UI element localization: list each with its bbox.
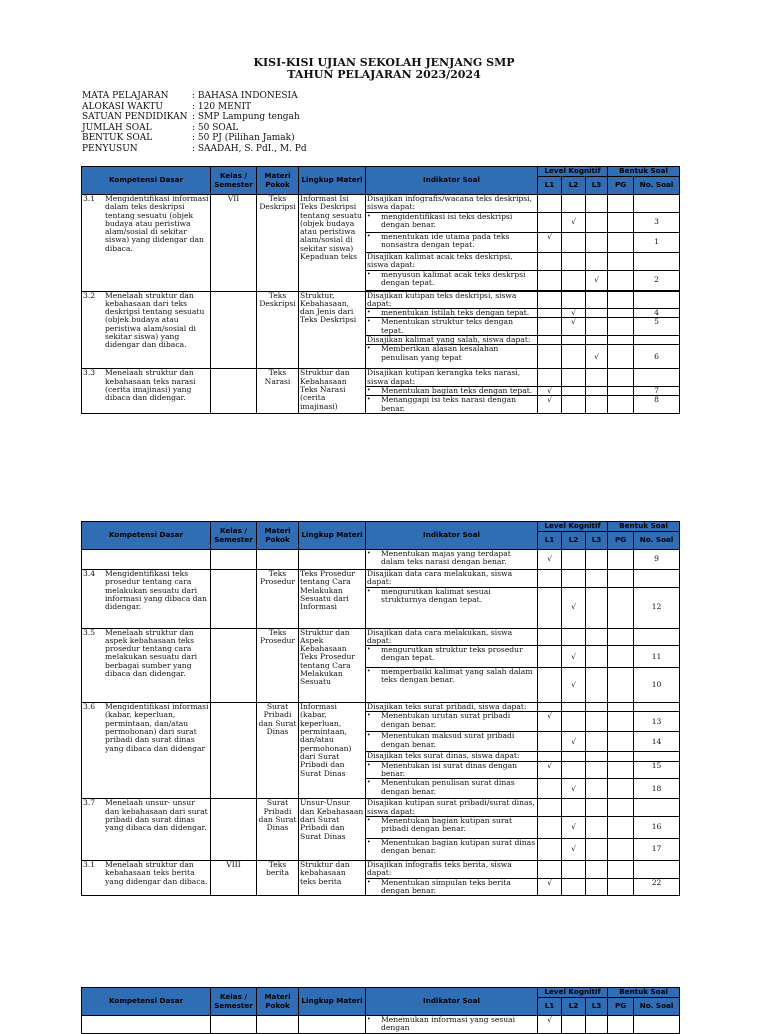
level-check: √	[562, 646, 586, 668]
meta-row	[82, 112, 307, 123]
level-check: √	[562, 779, 586, 799]
meta-value: : 50 PJ (Pilihan Jamak)	[192, 133, 295, 144]
kisi-table-1	[81, 166, 680, 414]
table-row	[82, 628, 680, 646]
col-bentuk-soal: Bentuk Soal	[608, 167, 680, 177]
col-level-kognitif: Level Kognitif	[538, 167, 608, 177]
level-check: √	[562, 732, 586, 752]
meta-value: : 50 SOAL	[192, 122, 239, 133]
indikator-item: • Menentukan urutan surat pribadi dengan benar.	[366, 712, 538, 732]
indikator-item: • Menentukan bagian kutipan surat pribadi dengan benar.	[366, 816, 538, 838]
no-soal: 12	[634, 587, 680, 628]
indikator-stem: Disajikan infografis/wacana teks deskripsi, siswa dapat:	[366, 195, 538, 213]
no-soal: 5	[634, 318, 680, 336]
col-l1: L1	[538, 177, 562, 195]
no-soal: 11	[634, 646, 680, 668]
indikator-item: • menentukan istilah teks dengan tepat.	[366, 309, 538, 318]
lingkup-cell: Unsur-Unsur dan Kebahasaan dari Surat Pribadi dan Surat Dinas	[299, 799, 366, 861]
table-row	[82, 195, 680, 213]
col-no-soal: No. Soal	[634, 177, 680, 195]
col-l3: L3	[586, 177, 608, 195]
col-materi-pokok: Materi Pokok	[257, 167, 299, 195]
materi-cell: Teks Prosedur	[257, 628, 299, 703]
materi-cell: Teks Prosedur	[257, 570, 299, 629]
table-row	[82, 570, 680, 588]
indikator-item: • mengurutkan kalimat sesuai strukturnya dengan tepat.	[366, 587, 538, 628]
col-indikator-soal: Indikator Soal	[366, 988, 538, 1016]
no-soal: 18	[634, 779, 680, 799]
indikator-item: • Menentukan maksud surat pribadi dengan benar.	[366, 732, 538, 752]
col-l1: L1	[538, 998, 562, 1016]
indikator-item: • menentukan ide utama pada teks nonsastra dengan tepat.	[366, 232, 538, 252]
col-pg: PG	[608, 998, 634, 1016]
col-l2: L2	[562, 532, 586, 550]
indikator-item: • Menentukan majas yang terdapat dalam teks narasi dengan benar.	[366, 550, 538, 570]
no-soal: 16	[634, 816, 680, 838]
col-pg: PG	[608, 532, 634, 550]
indikator-stem: Disajikan kutipan kerangka teks narasi, siswa dapat:	[366, 369, 538, 387]
no-soal: 3	[634, 212, 680, 232]
lingkup-cell: Informasi Isi Teks Deskripsi tentang sesuatu (objek budaya atau peristiwa alam/sosial di sekitar siswa) Kepaduan teks	[299, 195, 366, 292]
materi-cell: Teks Deskripsi	[257, 195, 299, 292]
table-row	[82, 291, 680, 309]
col-lingkup-materi: Lingkup Materi	[299, 167, 366, 195]
no-soal: 13	[634, 712, 680, 732]
no-soal: 10	[634, 668, 680, 703]
col-l2: L2	[562, 998, 586, 1016]
col-bentuk-soal: Bentuk Soal	[608, 988, 680, 998]
meta-key: PENYUSUN	[82, 143, 138, 154]
document-meta	[82, 91, 307, 155]
col-kompetensi-dasar: Kompetensi Dasar	[82, 522, 211, 550]
level-check: √	[562, 309, 586, 318]
level-check: √	[538, 232, 562, 252]
no-soal: 15	[634, 761, 680, 779]
no-soal: 2	[634, 270, 680, 290]
document-subtitle: TAHUN PELAJARAN 2023/2024	[287, 68, 481, 81]
col-no-soal: No. Soal	[634, 532, 680, 550]
meta-key: SATUAN PENDIDIKAN	[82, 112, 188, 123]
meta-row	[82, 123, 307, 134]
col-l2: L2	[562, 177, 586, 195]
indikator-stem: Disajikan kutipan surat pribadi/surat dinas, siswa dapat:	[366, 799, 538, 817]
kd-cell: 3.2 Menelaah struktur dan kebahasaan dari teks deskripsi tentang sesuatu (objek budaya atau peristiwa alam/sosial di sekitar siswa) yang didengar dan dibaca.	[82, 291, 211, 369]
materi-cell: Surat Pribadi dan Surat Dinas	[257, 703, 299, 799]
indikator-item: • Menentukan bagian teks dengan tepat.	[366, 386, 538, 395]
materi-cell: Teks Narasi	[257, 369, 299, 413]
meta-row	[82, 144, 307, 155]
meta-value: : SAADAH, S. PdI., M. Pd	[192, 143, 307, 154]
col-kompetensi-dasar: Kompetensi Dasar	[82, 167, 211, 195]
level-check: √	[538, 878, 562, 896]
meta-key: MATA PELAJARAN	[82, 91, 169, 101]
no-soal: 1	[634, 232, 680, 252]
col-materi-pokok: Materi Pokok	[257, 988, 299, 1016]
level-check: √	[538, 712, 562, 732]
col-indikator-soal: Indikator Soal	[366, 167, 538, 195]
kd-cell: 3.3 Menelaah struktur dan kebahasaan teks narasi (cerita imajinasi) yang dibaca dan didengar.	[82, 369, 211, 413]
level-check: √	[538, 386, 562, 395]
no-soal: 22	[634, 878, 680, 896]
kd-cell: 3.6 Mengidentifikasi informasi (kabar, keperluan, permintaan, dan/atau permohonan) dari surat pribadi dan surat dinas yang dibaca dan didengar	[82, 703, 211, 799]
no-soal: 8	[634, 396, 680, 414]
col-level-kognitif: Level Kognitif	[538, 988, 608, 998]
indikator-stem: Disajikan teks surat pribadi, siswa dapat:	[366, 703, 538, 712]
level-check: √	[562, 587, 586, 628]
meta-row	[82, 102, 307, 113]
indikator-stem: Disajikan teks surat dinas, siswa dapat:	[366, 752, 538, 761]
no-soal: 17	[634, 838, 680, 860]
kelas-cell: VII	[211, 195, 257, 292]
col-kelas-semester: Kelas / Semester	[211, 988, 257, 1016]
col-lingkup-materi: Lingkup Materi	[299, 988, 366, 1016]
table-row	[82, 369, 680, 387]
col-lingkup-materi: Lingkup Materi	[299, 522, 366, 550]
kd-cell: 3.4 Mengidentifikasi teks prosedur tentang cara melakukan sesuatu dari informasi yang dibaca dan didengar.	[82, 570, 211, 629]
lingkup-cell: Struktur dan kebahasaan teks berita	[299, 860, 366, 895]
level-check: √	[562, 838, 586, 860]
level-check: √	[586, 270, 608, 290]
kd-cell: 3.1 Mengidentifikasi informasi dalam teks deskripsi tentang sesuatu (objek budaya atau peristiwa alam/sosial di sekitar siswa) yang didengar dan dibaca.	[82, 195, 211, 292]
col-l3: L3	[586, 998, 608, 1016]
lingkup-cell: Struktur dan Kebahasaan Teks Narasi (cerita imajinasi)	[299, 369, 366, 413]
kd-cell: 3.5 Menelaah struktur dan aspek kebahasaan teks prosedur tentang cara melakukan sesuatu dari berbagai sumber yang dibaca dan didengar.	[82, 628, 211, 703]
no-soal: 6	[634, 345, 680, 369]
table-row	[82, 1016, 680, 1034]
kelas-cell: VIII	[211, 860, 257, 895]
indikator-item: • mengidentifikasi isi teks deskripsi dengan benar.	[366, 212, 538, 232]
meta-value: : BAHASA INDONESIA	[192, 91, 298, 101]
indikator-item: • menyusun kalimat acak teks deskrpsi dengan tepat.	[366, 270, 538, 290]
kd-cell: 3.7 Menelaah unsur- unsur dan kebahasaan dari surat pribadi dan surat dinas yang dibaca dan didengar.	[82, 799, 211, 861]
col-indikator-soal: Indikator Soal	[366, 522, 538, 550]
col-pg: PG	[608, 177, 634, 195]
indikator-item: • Menentukan struktur teks dengan tepat.	[366, 318, 538, 336]
indikator-item: • Menentukan simpulan teks berita dengan benar.	[366, 878, 538, 896]
indikator-stem: Disajikan data cara melakukan, siswa dapat:	[366, 570, 538, 588]
kisi-table-3	[81, 987, 680, 1034]
col-l3: L3	[586, 532, 608, 550]
meta-key: JUMLAH SOAL	[82, 122, 152, 133]
col-no-soal: No. Soal	[634, 998, 680, 1016]
indikator-stem: Disajikan kalimat acak teks deskripsi, siswa dapat:	[366, 252, 538, 270]
indikator-item: • Menanggapi isi teks narasi dengan benar.	[366, 396, 538, 414]
lingkup-cell: Informasi (kabar, keperluan, permintaan, dan/atau permohonan) dari Surat Pribadi dan Surat Dinas	[299, 703, 366, 799]
meta-key: BENTUK SOAL	[82, 133, 153, 144]
document-title: KISI-KISI UJIAN SEKOLAH JENJANG SMP	[253, 56, 515, 69]
level-check: √	[538, 1016, 562, 1034]
meta-value: : SMP Lampung tengah	[192, 112, 300, 123]
table-row	[82, 799, 680, 817]
materi-cell: Teks berita	[257, 860, 299, 895]
meta-key: ALOKASI WAKTU	[82, 101, 163, 112]
meta-row	[82, 133, 307, 144]
no-soal: 4	[634, 309, 680, 318]
materi-cell: Teks Deskripsi	[257, 291, 299, 369]
col-bentuk-soal: Bentuk Soal	[608, 522, 680, 532]
level-check: √	[562, 318, 586, 336]
kd-cell: 3.1 Menelaah struktur dan kebahasaan teks berita yang didengar dan dibaca.	[82, 860, 211, 895]
indikator-stem: Disajikan kutipan teks deskripsi, siswa dapat:	[366, 291, 538, 309]
lingkup-cell: Struktur dan Aspek Kebahasaan Teks Prosedur tentang Cara Melakukan Sesuatu	[299, 628, 366, 703]
level-check: √	[538, 396, 562, 414]
meta-value: : 120 MENIT	[192, 101, 252, 112]
indikator-item: • memperbaiki kalimat yang salah dalam teks dengan benar.	[366, 668, 538, 703]
indikator-stem: Disajikan data cara melakukan, siswa dapat:	[366, 628, 538, 646]
col-level-kognitif: Level Kognitif	[538, 522, 608, 532]
col-materi-pokok: Materi Pokok	[257, 522, 299, 550]
col-kelas-semester: Kelas / Semester	[211, 167, 257, 195]
lingkup-cell: Struktur, Kebahasaan, dan Jenis dari Teks Deskripsi	[299, 291, 366, 369]
indikator-item: • Menentukan bagian kutipan surat dinas dengan benar.	[366, 838, 538, 860]
indikator-stem: Disajikan kalimat yang salah, siswa dapat:	[366, 336, 538, 345]
level-check: √	[562, 212, 586, 232]
col-kelas-semester: Kelas / Semester	[211, 522, 257, 550]
no-soal: 9	[634, 550, 680, 570]
materi-cell: Surat Pribadi dan Surat Dinas	[257, 799, 299, 861]
table-row	[82, 703, 680, 712]
kisi-table-2	[81, 521, 680, 896]
level-check: √	[562, 668, 586, 703]
indikator-item: • Menemukan informasi yang sesuai dengan	[366, 1016, 538, 1034]
level-check: √	[538, 550, 562, 570]
no-soal: 7	[634, 386, 680, 395]
level-check: √	[562, 816, 586, 838]
table-row	[82, 860, 680, 878]
indikator-stem: Disajikan infografis teks berita, siswa dapat:	[366, 860, 538, 878]
table-row	[82, 550, 680, 570]
indikator-item: • Memberikan alasan kesalahan penulisan yang tepat	[366, 345, 538, 369]
level-check: √	[538, 761, 562, 779]
indikator-item: • Menentukan isi surat dinas dengan benar.	[366, 761, 538, 779]
col-kompetensi-dasar: Kompetensi Dasar	[82, 988, 211, 1016]
meta-row	[82, 91, 307, 102]
indikator-item: • Menentukan penulisan surat dinas dengan benar.	[366, 779, 538, 799]
level-check: √	[586, 345, 608, 369]
col-l1: L1	[538, 532, 562, 550]
no-soal: 14	[634, 732, 680, 752]
lingkup-cell: Teks Prosedur tentang Cara Melakukan Sesuatu dari Informasi	[299, 570, 366, 629]
indikator-item: • mengurutkan struktur teks prosedur dengan tepat.	[366, 646, 538, 668]
